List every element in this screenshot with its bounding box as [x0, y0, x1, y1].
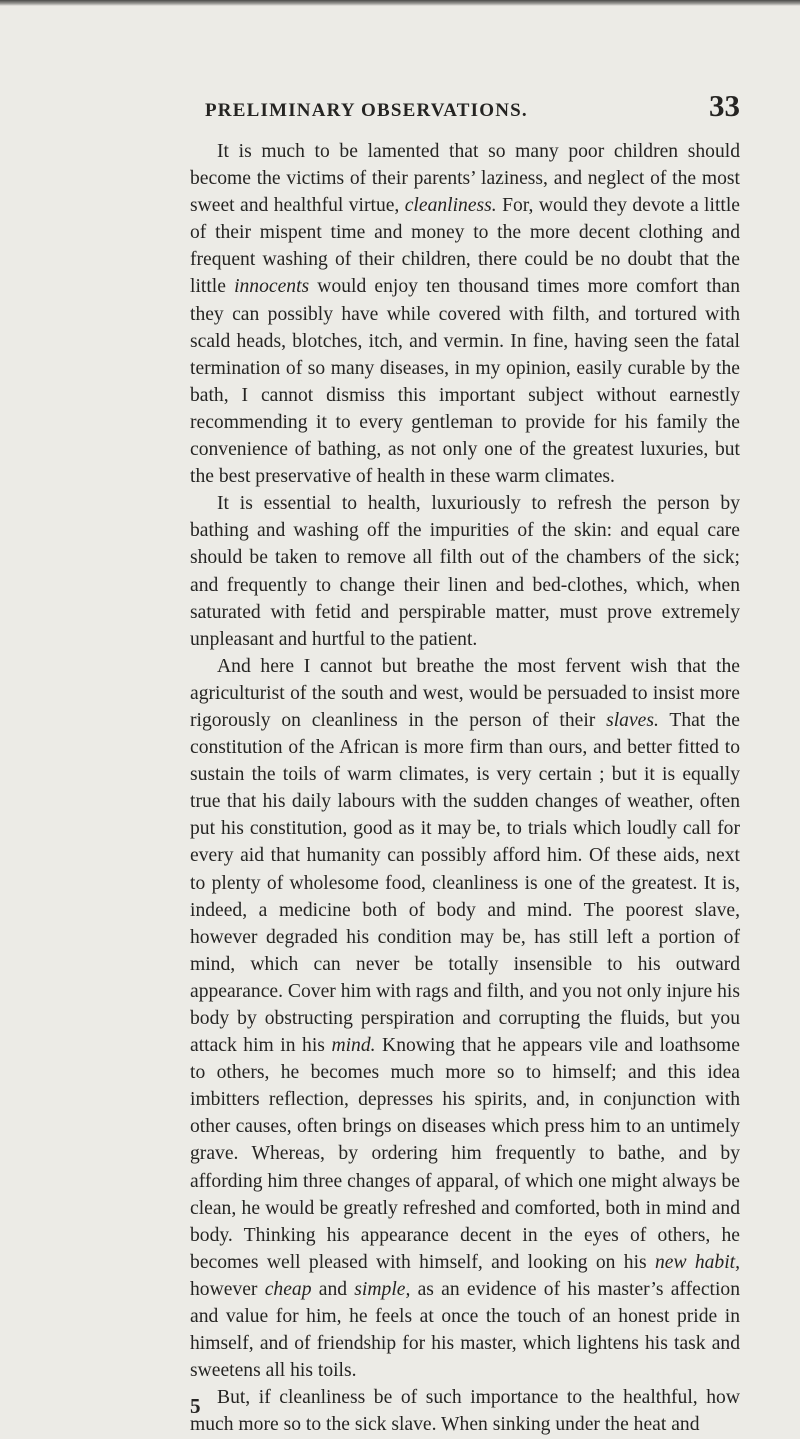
page-top-edge [0, 0, 800, 6]
running-head: PRELIMINARY OBSERVATIONS. [205, 100, 528, 121]
italic-phrase: simple, [354, 1278, 411, 1300]
italic-phrase: new habit, [654, 1251, 741, 1273]
text-run: Knowing that he appears vile and loathsome to others, he becomes much more so to himself; and this idea imbitters reflection, depresses his spirits, and, in conjunction with other causes, often brings on diseases which press him to an untimely grave. Whereas, by ordering him frequently to bathe, and by affording him three changes of apparal, of which one might always be clean, he would be greatly refreshed and comforted, both in mind and body. Thinking his appearance decent in the eyes of others, he becomes well pleased with himself, and looking on his [190, 1035, 740, 1273]
italic-phrase: mind. [331, 1035, 376, 1057]
text-run: And here I cannot but breathe the most fervent wish that the agriculturist of the south and west, would be persuaded to insist more rigorously on cleanliness in the person of their [190, 655, 740, 731]
page-header [190, 88, 740, 124]
text-run: For, would they devote a little of their mispent time and money to the more decent clothing and frequent washing of their children, there could be no doubt that the little [190, 195, 740, 298]
text-run: It is essential to health, luxuriously to refresh the person by bathing and washing off the impurities of the skin: and equal care should be taken to remove all filth out of the chambers of the sick; and frequently to change their linen and bed-clothes, which, when saturated with fetid and perspirable matter, must prove extremely unpleasant and hurtful to the patient. [190, 493, 740, 650]
paragraph-4 [190, 1384, 740, 1438]
text-run: however [190, 1278, 265, 1300]
text-run: That the constitution of the African is more firm than ours, and better fitted to sustain the toils of warm climates, is very certain ; but it is equally true that his daily labours with the sudden changes of weather, often put his constitution, good as it may be, to trials which loudly call for every aid that humanity can possibly afford him. Of these aids, next to plenty of wholesome food, cleanliness is one of the greatest. It is, indeed, a medicine both of body and mind. The poorest slave, however degraded his condition may be, has still left a portion of mind, which can never be totally insensible to his outward appearance. Cover him with rags and filth, and you not only injure his body by obstructing perspiration and corrupting the fluids, but you attack him in his [190, 709, 740, 1057]
text-run: It is much to be lamented that so many poor children should become the victims of their parents’ laziness, and neglect of the most sweet and healthful virtue, [190, 141, 740, 217]
text-run: would enjoy ten thousand times more comfort than they can possibly have while covered with filth, and tortured with scald heads, blotches, itch, and vermin. In fine, having seen the fatal termination of so many diseases, in my opinion, easily curable by the bath, I cannot dismiss this important subject without earnestly recommending it to every gentleman to provide for his family the convenience of bathing, as not only one of the greatest luxuries, but the best preservative of health in these warm climates. [190, 276, 740, 488]
italic-phrase: innocents [234, 276, 310, 298]
page-number: 33 [709, 88, 740, 123]
signature-mark: 5 [190, 1394, 201, 1418]
paragraph-1 [190, 138, 740, 490]
paragraph-2 [190, 490, 740, 653]
italic-phrase: cheap [264, 1278, 312, 1300]
body-text [190, 138, 740, 1439]
text-run: as an evidence of his master’s affection and value for him, he feels at once the touch of an honest pride in himself, and of friendship for his master, which lightens his task and sweetens all his toils. [190, 1278, 740, 1382]
italic-phrase: cleanliness. [404, 195, 497, 217]
text-run: But, if cleanliness be of such importance to the healthful, how much more so to the sick slave. When sinking under the heat and [190, 1387, 740, 1436]
text-run: and [311, 1278, 355, 1300]
italic-phrase: slaves. [606, 709, 659, 731]
paragraph-3 [190, 653, 740, 1385]
